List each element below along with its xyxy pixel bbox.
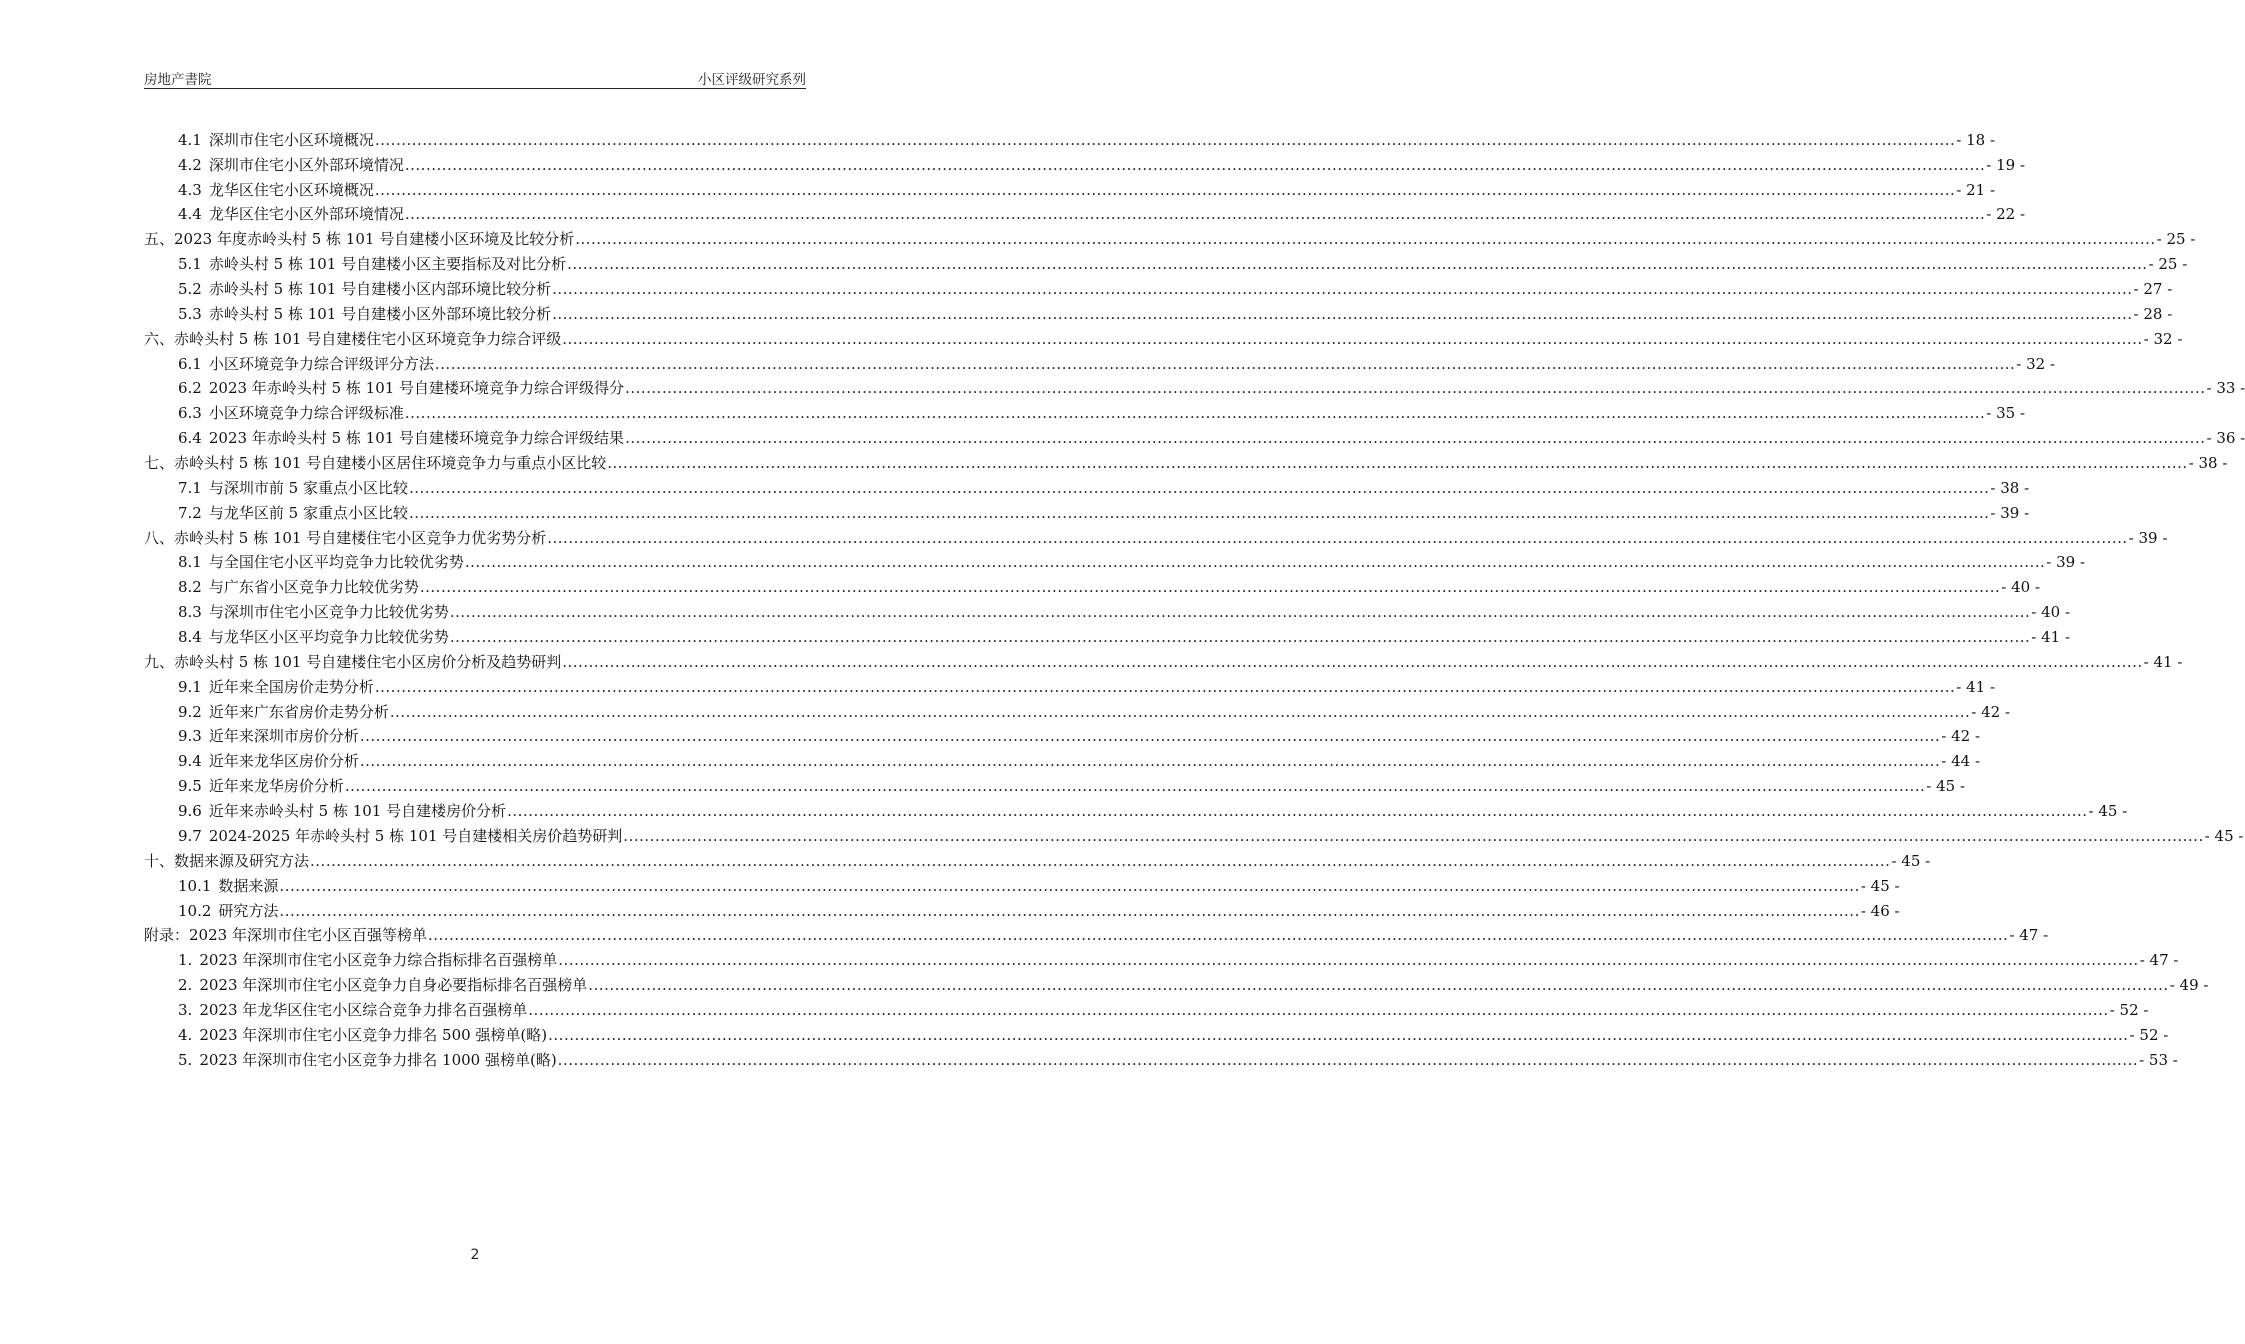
toc-entry-title: 附录：2023 年深圳市住宅小区百强等榜单: [144, 926, 427, 945]
toc-entry-title: 龙华区住宅小区环境概况: [208, 180, 374, 199]
toc-entry-number: 5.1: [178, 255, 202, 274]
toc-entry-number: 3.: [178, 1000, 193, 1019]
toc-entry-page: - 42 -: [1971, 702, 2011, 721]
toc-entry-number: 10.2: [178, 901, 212, 920]
toc-entry-title: 五、2023 年度赤岭头村 5 栋 101 号自建楼小区环境及比较分析: [144, 230, 575, 249]
toc-entry[interactable]: [144, 374, 2245, 399]
toc-entry-title: 近年来深圳市房价分析: [208, 727, 359, 746]
toc-entry[interactable]: [144, 921, 2049, 946]
toc-entry-number: 6.1: [178, 354, 202, 373]
toc-dot-leader: ............................................................................................................................................................................................................................................................................................................: [389, 702, 1971, 721]
toc-entry-number: 5.2: [178, 280, 202, 299]
toc-entry[interactable]: [144, 150, 2026, 175]
toc-entry[interactable]: [144, 846, 1931, 871]
toc-entry[interactable]: [144, 1020, 2169, 1045]
toc-entry-title: 2023 年深圳市住宅小区竞争力自身必要指标排名百强榜单: [199, 976, 588, 995]
toc-entry-title: 与深圳市前 5 家重点小区比较: [208, 478, 408, 497]
toc-entry[interactable]: [144, 423, 2245, 448]
toc-entry-title: 与龙华区前 5 家重点小区比较: [208, 503, 408, 522]
toc-entry-page: - 41 -: [2143, 652, 2183, 671]
toc-entry[interactable]: [144, 597, 2071, 622]
toc-entry-title: 近年来赤岭头村 5 栋 101 号自建楼房价分析: [208, 802, 507, 821]
toc-entry-number: 1.: [178, 951, 193, 970]
toc-entry-title: 近年来龙华区房价分析: [208, 752, 359, 771]
toc-entry-title: 与广东省小区竞争力比较优劣势: [208, 578, 419, 597]
toc-entry-page: - 42 -: [1941, 727, 1981, 746]
toc-dot-leader: ............................................................................................................................................................................................................................................................................................................: [562, 652, 2143, 671]
toc-entry[interactable]: [144, 970, 2209, 995]
toc-entry-number: 2.: [178, 976, 193, 995]
toc-dot-leader: ............................................................................................................................................................................................................................................................................................................: [625, 429, 2206, 448]
toc-entry-number: 9.5: [178, 777, 202, 796]
toc-dot-leader: ............................................................................................................................................................................................................................................................................................................: [374, 180, 1956, 199]
toc-entry[interactable]: [144, 299, 2173, 324]
toc-entry[interactable]: [144, 821, 2244, 846]
toc-dot-leader: ............................................................................................................................................................................................................................................................................................................: [507, 802, 2088, 821]
toc-entry-number: 4.4: [178, 205, 202, 224]
toc-entry-number: 6.4: [178, 429, 202, 448]
toc-entry-page: - 41 -: [1956, 677, 1996, 696]
toc-entry-number: 8.1: [178, 553, 202, 572]
toc-entry-title: 八、赤岭头村 5 栋 101 号自建楼住宅小区竞争力优劣势分析: [144, 528, 547, 547]
toc-entry-number: 8.4: [178, 628, 202, 647]
toc-entry-title: 与全国住宅小区平均竞争力比较优劣势: [208, 553, 464, 572]
toc-entry-number: 4.: [178, 1025, 193, 1044]
toc-entry-page: - 45 -: [1891, 851, 1931, 870]
toc-entry-page: - 45 -: [2088, 802, 2128, 821]
toc-dot-leader: ............................................................................................................................................................................................................................................................................................................: [625, 379, 2206, 398]
toc-entry[interactable]: [144, 945, 2179, 970]
toc-dot-leader: ............................................................................................................................................................................................................................................................................................................: [588, 976, 2169, 995]
toc-entry-title: 赤岭头村 5 栋 101 号自建楼小区内部环境比较分析: [208, 280, 552, 299]
toc-entry-title: 近年来龙华房价分析: [208, 777, 344, 796]
toc-entry-title: 赤岭头村 5 栋 101 号自建楼小区外部环境比较分析: [208, 304, 552, 323]
toc-entry-page: - 22 -: [1986, 205, 2026, 224]
toc-entry-title: 2023 年赤岭头村 5 栋 101 号自建楼环境竞争力综合评级得分: [208, 379, 625, 398]
toc-entry-page: - 32 -: [2016, 354, 2056, 373]
toc-entry[interactable]: [144, 771, 1966, 796]
toc-entry-page: - 52 -: [2129, 1025, 2169, 1044]
toc-entry-page: - 28 -: [2133, 304, 2173, 323]
toc-dot-leader: ............................................................................................................................................................................................................................................................................................................: [279, 876, 1860, 895]
toc-entry[interactable]: [144, 200, 2026, 225]
toc-entry-number: 9.3: [178, 727, 202, 746]
toc-entry-page: - 18 -: [1956, 130, 1996, 149]
toc-dot-leader: ............................................................................................................................................................................................................................................................................................................: [310, 851, 1891, 870]
toc-entry[interactable]: [144, 473, 2030, 498]
toc-dot-leader: ............................................................................................................................................................................................................................................................................................................: [427, 926, 2009, 945]
toc-dot-leader: ............................................................................................................................................................................................................................................................................................................: [552, 304, 2133, 323]
toc-entry-page: - 45 -: [1860, 876, 1900, 895]
toc-entry[interactable]: [144, 125, 1996, 150]
toc-dot-leader: ............................................................................................................................................................................................................................................................................................................: [408, 503, 1990, 522]
toc-entry-title: 小区环境竞争力综合评级评分方法: [208, 354, 434, 373]
toc-dot-leader: ............................................................................................................................................................................................................................................................................................................: [547, 528, 2128, 547]
toc-entry[interactable]: [144, 672, 1996, 697]
toc-entry-page: - 19 -: [1986, 155, 2026, 174]
toc-entry-page: - 47 -: [2009, 926, 2049, 945]
toc-entry-number: 6.2: [178, 379, 202, 398]
toc-entry-title: 深圳市住宅小区外部环境情况: [208, 155, 404, 174]
toc-dot-leader: ............................................................................................................................................................................................................................................................................................................: [419, 578, 2001, 597]
toc-entry-page: - 35 -: [1986, 404, 2026, 423]
header-publisher: 房地产書院: [144, 72, 212, 88]
toc-entry-number: 7.1: [178, 478, 202, 497]
toc-entry-page: - 40 -: [2001, 578, 2041, 597]
toc-entry-page: - 27 -: [2133, 280, 2173, 299]
toc-dot-leader: ............................................................................................................................................................................................................................................................................................................: [558, 951, 2139, 970]
toc-entry-title: 六、赤岭头村 5 栋 101 号自建楼住宅小区环境竞争力综合评级: [144, 329, 562, 348]
toc-dot-leader: ............................................................................................................................................................................................................................................................................................................: [607, 454, 2188, 473]
toc-entry[interactable]: [144, 224, 2196, 249]
toc-dot-leader: ............................................................................................................................................................................................................................................................................................................: [359, 727, 1941, 746]
toc-entry-title: 2023 年深圳市住宅小区竞争力排名 1000 强榜单(略): [199, 1050, 557, 1069]
toc-entry-title: 与龙华区小区平均竞争力比较优劣势: [208, 628, 449, 647]
toc-entry-title: 2023 年赤岭头村 5 栋 101 号自建楼环境竞争力综合评级结果: [208, 429, 625, 448]
page-header: [144, 66, 806, 89]
toc-entry-number: 9.1: [178, 677, 202, 696]
toc-entry[interactable]: [144, 349, 2056, 374]
toc-dot-leader: ............................................................................................................................................................................................................................................................................................................: [623, 826, 2204, 845]
toc-entry-title: 2024-2025 年赤岭头村 5 栋 101 号自建楼相关房价趋势研判: [208, 826, 623, 845]
toc-entry-number: 9.7: [178, 826, 202, 845]
toc-dot-leader: ............................................................................................................................................................................................................................................................................................................: [344, 777, 1926, 796]
toc-entry[interactable]: [144, 746, 1981, 771]
toc-entry[interactable]: [144, 1045, 2178, 1070]
toc-entry-number: 4.1: [178, 130, 202, 149]
toc-dot-leader: ............................................................................................................................................................................................................................................................................................................: [359, 752, 1941, 771]
toc-entry[interactable]: [144, 697, 2011, 722]
toc-entry[interactable]: [144, 548, 2086, 573]
toc-entry-page: - 52 -: [2109, 1000, 2149, 1019]
toc-entry-number: 6.3: [178, 404, 202, 423]
toc-entry-title: 十、数据来源及研究方法: [144, 851, 310, 870]
toc-entry-number: 9.2: [178, 702, 202, 721]
page-number: 2: [470, 1247, 480, 1263]
toc-dot-leader: ............................................................................................................................................................................................................................................................................................................: [464, 553, 2046, 572]
toc-entry-page: - 47 -: [2139, 951, 2179, 970]
toc-entry-title: 近年来广东省房价走势分析: [208, 702, 389, 721]
toc-entry-title: 深圳市住宅小区环境概况: [208, 130, 374, 149]
toc-entry-page: - 32 -: [2143, 329, 2183, 348]
toc-dot-leader: ............................................................................................................................................................................................................................................................................................................: [449, 603, 2031, 622]
toc-dot-leader: ............................................................................................................................................................................................................................................................................................................: [552, 280, 2133, 299]
toc-entry-page: - 21 -: [1956, 180, 1996, 199]
toc-dot-leader: ............................................................................................................................................................................................................................................................................................................: [404, 155, 1986, 174]
toc-entry-page: - 40 -: [2031, 603, 2071, 622]
toc-dot-leader: ............................................................................................................................................................................................................................................................................................................: [528, 1000, 2109, 1019]
toc-dot-leader: ............................................................................................................................................................................................................................................................................................................: [408, 478, 1990, 497]
toc-entry-page: - 38 -: [2188, 454, 2228, 473]
toc-dot-leader: ............................................................................................................................................................................................................................................................................................................: [404, 205, 1986, 224]
toc-entry-page: - 39 -: [2046, 553, 2086, 572]
toc-entry-page: - 36 -: [2206, 429, 2245, 448]
toc-entry-title: 七、赤岭头村 5 栋 101 号自建楼小区居住环境竞争力与重点小区比较: [144, 454, 607, 473]
toc-entry-title: 赤岭头村 5 栋 101 号自建楼小区主要指标及对比分析: [208, 255, 567, 274]
toc-entry-number: 8.2: [178, 578, 202, 597]
toc-entry-title: 2023 年龙华区住宅小区综合竞争力排名百强榜单: [199, 1000, 528, 1019]
toc-entry-title: 与深圳市住宅小区竞争力比较优劣势: [208, 603, 449, 622]
toc-entry[interactable]: [144, 498, 2030, 523]
toc-entry-page: - 39 -: [2128, 528, 2168, 547]
toc-entry[interactable]: [144, 175, 1996, 200]
toc-entry-number: 4.2: [178, 155, 202, 174]
toc-entry[interactable]: [144, 622, 2071, 647]
toc-dot-leader: ............................................................................................................................................................................................................................................................................................................: [434, 354, 2016, 373]
toc-entry-number: 7.2: [178, 503, 202, 522]
toc-entry-title: 九、赤岭头村 5 栋 101 号自建楼住宅小区房价分析及趋势研判: [144, 652, 562, 671]
toc-entry[interactable]: [144, 995, 2149, 1020]
toc-entry[interactable]: [144, 249, 2188, 274]
toc-entry-title: 数据来源: [218, 876, 279, 895]
toc-entry-title: 龙华区住宅小区外部环境情况: [208, 205, 404, 224]
toc-entry-title: 近年来全国房价走势分析: [208, 677, 374, 696]
toc-entry-number: 10.1: [178, 876, 212, 895]
toc-entry[interactable]: [144, 647, 2183, 672]
toc-entry-page: - 38 -: [1990, 478, 2030, 497]
toc-dot-leader: ............................................................................................................................................................................................................................................................................................................: [562, 329, 2143, 348]
toc-entry[interactable]: [144, 274, 2173, 299]
toc-dot-leader: ............................................................................................................................................................................................................................................................................................................: [279, 901, 1860, 920]
toc-entry-number: 5.3: [178, 304, 202, 323]
toc-entry[interactable]: [144, 448, 2228, 473]
toc-entry-number: 5.: [178, 1050, 193, 1069]
toc-entry-page: - 44 -: [1941, 752, 1981, 771]
toc-dot-leader: ............................................................................................................................................................................................................................................................................................................: [557, 1050, 2139, 1069]
toc-entry[interactable]: [144, 896, 1900, 921]
toc-dot-leader: ............................................................................................................................................................................................................................................................................................................: [374, 677, 1956, 696]
toc-dot-leader: ............................................................................................................................................................................................................................................................................................................: [404, 404, 1986, 423]
toc-entry[interactable]: [144, 523, 2168, 548]
toc-entry-page: - 33 -: [2206, 379, 2245, 398]
toc-entry-title: 2023 年深圳市住宅小区竞争力综合指标排名百强榜单: [199, 951, 558, 970]
toc-entry-page: - 45 -: [2204, 826, 2244, 845]
toc-dot-leader: ............................................................................................................................................................................................................................................................................................................: [548, 1025, 2129, 1044]
toc-entry-page: - 41 -: [2031, 628, 2071, 647]
toc-entry-page: - 46 -: [1860, 901, 1900, 920]
header-series-title: 小区评级研究系列: [698, 72, 806, 88]
toc-entry-page: - 49 -: [2169, 976, 2209, 995]
toc-entry-title: 研究方法: [218, 901, 279, 920]
toc-entry-title: 小区环境竞争力综合评级标准: [208, 404, 404, 423]
toc-entry-number: 8.3: [178, 603, 202, 622]
toc-dot-leader: ............................................................................................................................................................................................................................................................................................................: [567, 255, 2148, 274]
toc-entry-number: 9.4: [178, 752, 202, 771]
toc-entry-page: - 45 -: [1926, 777, 1966, 796]
toc-entry-page: - 25 -: [2156, 230, 2196, 249]
toc-dot-leader: ............................................................................................................................................................................................................................................................................................................: [575, 230, 2156, 249]
toc-entry[interactable]: [144, 796, 2128, 821]
toc-entry-page: - 25 -: [2148, 255, 2188, 274]
toc-entry[interactable]: [144, 722, 1981, 747]
toc-entry-number: 9.6: [178, 802, 202, 821]
toc-entry-number: 4.3: [178, 180, 202, 199]
toc-entry[interactable]: [144, 871, 1900, 896]
toc-entry[interactable]: [144, 398, 2026, 423]
toc-entry[interactable]: [144, 324, 2183, 349]
toc-dot-leader: ............................................................................................................................................................................................................................................................................................................: [449, 628, 2031, 647]
toc-dot-leader: ............................................................................................................................................................................................................................................................................................................: [374, 130, 1956, 149]
toc-entry[interactable]: [144, 572, 2041, 597]
toc-entry-page: - 53 -: [2139, 1050, 2178, 1069]
table-of-contents: [144, 125, 2245, 1070]
toc-entry-title: 2023 年深圳市住宅小区竞争力排名 500 强榜单(略): [199, 1025, 548, 1044]
toc-entry-page: - 39 -: [1990, 503, 2030, 522]
